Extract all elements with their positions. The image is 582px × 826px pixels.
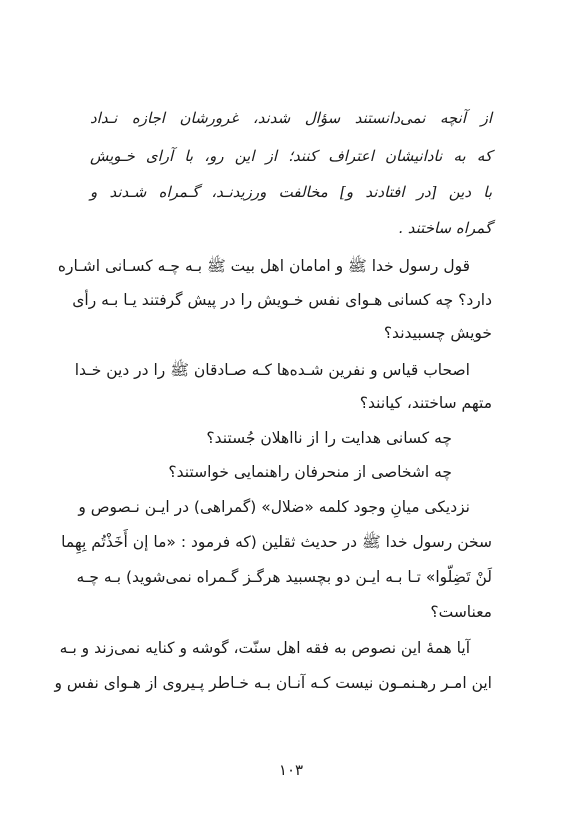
quote-line: از آنچه نمی‌دانستند سؤال شدند، غرورشان اجازه نـداد: [90, 109, 492, 127]
body-line: متهم ساختند، کیانند؟: [359, 394, 492, 412]
quote-line: که به نادانیشان اعتراف کنند؛ از این رو، با آرای خـویش: [90, 147, 492, 165]
body-line: آیا همهٔ این نصوص به فقه اهل سنّت، گوشه و کنایه نمی‌زند و بـه: [59, 639, 470, 657]
body-line: لَنْ تَضِلّوا» تـا بـه ایـن دو بچسبید هرگـز گـمراه نمی‌شوید) بـه چـه: [76, 568, 492, 586]
quote-line: با دین [در افتادند و] مخالفت ورزیدنـد، گـمراه شـدند و: [90, 183, 492, 201]
body-line: چه اشخاصی از منحرفان راهنمایی خواستند؟: [168, 463, 452, 481]
body-line: معناست؟: [430, 603, 492, 621]
body-line: دارد؟ چه کسانی هـوای نفس خـویش را در پیش گرفتند یـا بـه رأی: [72, 291, 492, 309]
page-number: ۱۰۳: [278, 761, 304, 779]
body-line: قول رسول خدا ﷺ و امامان اهل بیت ﷺ بـه چـه کسـانی اشـاره: [57, 257, 470, 275]
body-line: خویش چسبیدند؟: [383, 324, 492, 342]
body-line: نزدیکی میانِ وجود کلمه «ضلال» (گمراهی) در ایـن نـصوص و: [78, 498, 470, 516]
body-line: چه کسانی هدایت را از نااهلان جُستند؟: [206, 429, 452, 447]
quote-line: گمراه ساختند .: [398, 219, 492, 237]
body-line: این امـر رهـنمـون نیست کـه آنـان بـه خـاطر پـیروی از هـوای نفس و: [54, 674, 492, 692]
body-line: اصحاب قیاس و نفرین شـده‌ها کـه صـادقان ﷺ را در دین خـدا: [74, 361, 470, 379]
body-line: سخن رسول خدا ﷺ در حدیث ثقلین (که فرمود : «ما إن أَخَذْتُم بِهِما: [61, 533, 492, 551]
